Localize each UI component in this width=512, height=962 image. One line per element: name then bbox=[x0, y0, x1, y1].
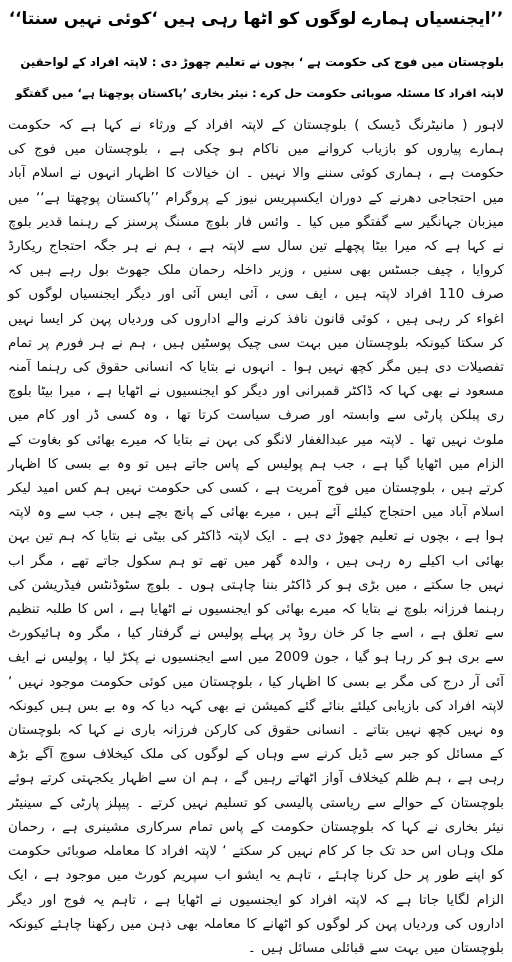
article-body: لاہور ( مانیٹرنگ ڈیسک ) بلوچستان کے لاپتہ افراد کے ورثاء نے کہا ہے کہ حکومت ہمارے پیاروں کو بازیاب کروانے میں ناکام ہو چکی ہے ، بلوچستان میں فوج کی حکومت ہے ، ہماری کوئی سننے والا نہیں ۔ ان خیالات کا اظہار انہوں نے اسلام آباد میں احتجاجی دھرنے کے دوران ایکسپریس نیوز کے پروگرام ’’پاکستان پوچھتا ہے‘‘ میں میزبان جہانگیر سے گفتگو میں کیا ۔ وائس فار بلوچ مسنگ پرسنز کے رہنما قدیر بلوچ نے کہا ہے کہ میرا بیٹا پچھلے تین سال سے لاپتہ ہے ، ہم نے ہر جگہ احتجاج ریکارڈ کروایا ، چیف جسٹس بھی سنیں ، وزیر داخلہ رحمان ملک جھوٹ بول رہے ہیں کہ صرف 110 افراد لاپتہ ہیں ، ایف سی ، آئی ایس آئی اور دیگر ایجنسیاں لوگوں کو اغواء کر رہی ہیں ، کوئی قانون نافذ کرنے والے اداروں کی وردیاں پہن کر ایسا نہیں کر سکتا کیونکہ بلوچستان میں بہت سی چیک پوسٹیں ہیں ، ہم نے ہر فورم پر تمام تفصیلات دی ہیں مگر کچھ نہیں ہوا ۔ انہوں نے بتایا کہ انسانی حقوق کی رہنما آمنہ مسعود نے بھی کہا کہ ڈاکٹر قمبرانی اور دیگر کو ایجنسیوں نے اٹھایا ہے ، میرا بیٹا بلوچ ری پبلکن پارٹی سے وابستہ اور صرف سیاست کرتا تھا ، وہ کسی ڈر اور کام میں ملوث نہیں تھا ۔ لاپتہ میر عبدالغفار لانگو کی بہن نے بتایا کہ میرے بھائی کو بغاوت کے الزام میں اٹھایا گیا ہے ، جب ہم پولیس کے پاس جاتے ہیں تو وہ بے بسی کا اظہار کرتے ہیں ، بلوچستان میں فوج آمریت ہے ، کسی کی حکومت نہیں ہم کس امید لیکر اسلام آباد میں احتجاج کیلئے آئے ہیں ، میرے بھائی کے پانچ بچے ہیں ، جب سے وہ لاپتہ ہوا ہے ، بچوں نے تعلیم چھوڑ دی ہے ۔ ایک لاپتہ ڈاکٹر کی بیٹی نے بتایا کہ ہم تین بہن بھائی اب اکیلے رہ رہی ہیں ، والدہ گھر میں تھے تو ہم سکول جاتے تھے ، مگر اب نہیں جا سکتے ، میں بڑی ہو کر ڈاکٹر بننا چاہتی ہوں ۔ بلوچ سٹوڈنٹس فیڈریشن کی رہنما فرزانہ بلوچ نے بتایا کہ میرے بھائی کو ایجنسیوں نے اٹھایا ہے ، اس کا طلبہ تنظیم سے تعلق ہے ، اسے جا کر خان روڈ پر پہلے پولیس نے گرفتار کیا ، مگر وہ ہائیکورٹ سے بری ہو کر رہا ہو گیا ، جون 2009 میں اسے ایجنسیوں نے پکڑ لیا ، پولیس نے ایف آئی آر درج کی مگر بے بسی کا اظہار کیا ، بلوچستان میں کوئی حکومت موجود نہیں ‘ لاپتہ افراد کی بازیابی کیلئے بنائے گئے کمیشن نے بھی کہہ دیا کہ وہ بے بس ہیں کیونکہ وہ نہیں کچھ نہیں بتاتے ۔ انسانی حقوق کی کارکن فرزانہ باری نے کہا کہ بلوچستان کے مسائل کو جبر سے ڈیل کرنے سے وہاں کے لوگوں کی ملک کیخلاف سوچ آگے بڑھ رہی ہے ، ہم ظلم کیخلاف آواز اٹھاتے رہیں گے ، ہم ان سے اظہار یکجہتی کرتے ہوئے بلوچستان کے حوالے سے ریاستی پالیسی کو تسلیم نہیں کرتے ۔ پیپلز پارٹی کے سینیٹر نیئر بخاری نے کہا کہ بلوچستان حکومت کے پاس تمام سرکاری مشینری ہے ، رحمان ملک وہاں اس حد تک جا کر کام نہیں کر سکتے ‘ لاپتہ افراد کا معاملہ صوبائی حکومت کو اپنے طور پر حل کرنا چاہئے ، تاہم یہ ایشو اب سپریم کورٹ میں موجود ہے ، ایک الزام لگایا جاتا ہے کہ لاپتہ افراد کو ایجنسیوں نے اٹھایا ہے ، تاہم یہ فوج اور دیگر اداروں کی وردیاں پہن کر لوگوں کو اٹھانے کا معاملہ بھی ذہن میں رکھنا چاہئے کیونکہ بلوچستان میں بہت سے قبائلی مسائل ہیں ۔ bbox=[8, 118, 504, 956]
headline-quote: ’’ایجنسیاں ہمارے لوگوں کو اٹھا رہی ہیں ‘کوئی نہیں سنتا‘‘ bbox=[8, 8, 504, 28]
subheadline-first: بلوچستان میں فوج کی حکومت ہے ‘ بچوں نے تعلیم چھوڑ دی : لاپتہ افراد کے لواحقین bbox=[20, 55, 504, 69]
headline-block bbox=[8, 0, 504, 108]
subheadline-second: لاپتہ افراد کا مسئلہ صوبائی حکومت حل کرے : نیئر بخاری ’پاکستان پوچھتا ہے‘ میں گفتگو bbox=[15, 87, 504, 100]
